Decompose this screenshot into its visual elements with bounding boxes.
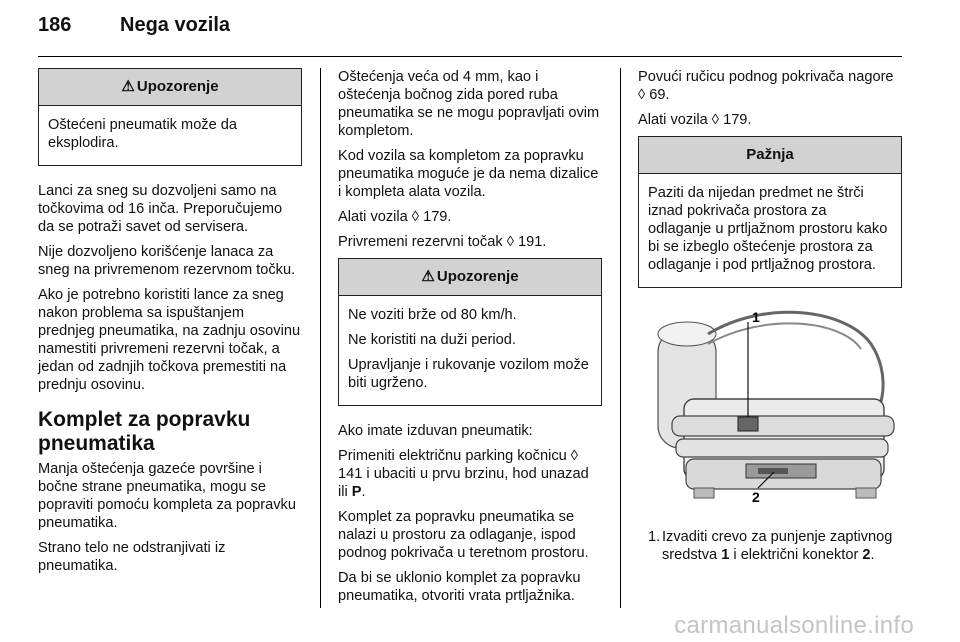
section-heading: Komplet za popravku pneumatika	[38, 408, 251, 455]
column-3	[638, 68, 902, 564]
paragraph: Komplet za popravku pneumatika se nalazi u prostoru za odlaganje, ispod podnog pokrivača u teretnom prostoru.	[338, 509, 589, 561]
paragraph: Nije dozvoljeno korišćenje lanaca za sneg na privremenom rezervnom točku.	[38, 244, 296, 278]
page-title: Nega vozila	[120, 14, 231, 36]
warning-header: ⚠ Upozorenje	[39, 69, 301, 106]
column-divider	[320, 68, 321, 608]
cross-reference: Alati vozila ◊ 179.	[638, 112, 752, 128]
warning-line: Upravljanje i rukovanje vozilom može biti ugrženo.	[348, 357, 589, 391]
warning-icon: ⚠	[421, 268, 435, 285]
warning-line: Ne koristiti na duži period.	[348, 332, 516, 348]
warning-text: Oštećeni pneumatik može da eksplodira.	[48, 117, 238, 151]
warning-box	[338, 258, 602, 406]
column-divider	[620, 68, 621, 608]
page-number: 186	[38, 14, 72, 36]
caution-text: Paziti da nijedan predmet ne štrči iznad pokrivača prostora za odlaganje u prtljažnom prostoru kako bi se izbeglo oštećenje prostora za odlaganje i pod prtljažnog prostora.	[648, 185, 888, 273]
warning-icon: ⚠	[121, 78, 135, 95]
paragraph: Kod vozila sa kompletom za popravku pneumatika moguće je da nema dizalice i kompleta alata vozila.	[338, 148, 599, 200]
column-1	[38, 68, 302, 582]
callout-2: 2	[752, 489, 760, 505]
list-item: 1. Izvaditi crevo za punjenje zaptivnog sredstva 1 i električni konektor 2.	[648, 529, 893, 563]
warning-header: ⚠ Upozorenje	[339, 259, 601, 296]
compressor-drawing	[646, 304, 896, 514]
warning-box	[38, 68, 302, 166]
column-2	[338, 68, 602, 612]
callout-1: 1	[752, 309, 760, 325]
cross-reference: Alati vozila ◊ 179.	[338, 209, 452, 225]
cross-reference: Privremeni rezervni točak ◊ 191.	[338, 234, 547, 250]
paragraph: Povući ručicu podnog pokrivača nagore ◊ 69.	[638, 69, 894, 103]
paragraph: Primeniti električnu parking kočnicu ◊ 141 i ubaciti u prvu brzinu, hod unazad ili P.	[338, 448, 589, 500]
paragraph: Ako imate izduvan pneumatik:	[338, 423, 533, 439]
compressor-illustration	[646, 304, 896, 514]
paragraph: Ako je potrebno koristiti lance za sneg nakon problema sa ispuštanjem prednjeg pneumatika, na zadnju osovinu namestiti privremeni rezervni točak, a jedan od zadnjih točkova premestiti na prednju osovinu.	[38, 287, 301, 393]
caution-header: Pažnja	[639, 137, 901, 174]
paragraph: Manja oštećenja gazeće površine i bočne strane pneumatika, mogu se popraviti pomoću kompleta za popravku pneumatika.	[38, 461, 296, 531]
paragraph: Strano telo ne odstranjivati iz pneumatika.	[38, 540, 226, 574]
caution-box	[638, 136, 902, 288]
watermark: carmanualsonline.info	[674, 612, 914, 639]
header-rule	[38, 56, 902, 57]
warning-line: Ne voziti brže od 80 km/h.	[348, 307, 517, 323]
page-header	[38, 14, 230, 37]
paragraph: Oštećenja veća od 4 mm, kao i oštećenja bočnog zida pored ruba pneumatika se ne mogu popravljati ovim kompletom.	[338, 69, 600, 139]
step-list	[638, 528, 902, 564]
paragraph: Da bi se uklonio komplet za popravku pneumatika, otvoriti vrata prtljažnika.	[338, 570, 581, 604]
paragraph: Lanci za sneg su dozvoljeni samo na točkovima od 16 inča. Preporučujemo da se potraži savet od servisera.	[38, 183, 283, 235]
